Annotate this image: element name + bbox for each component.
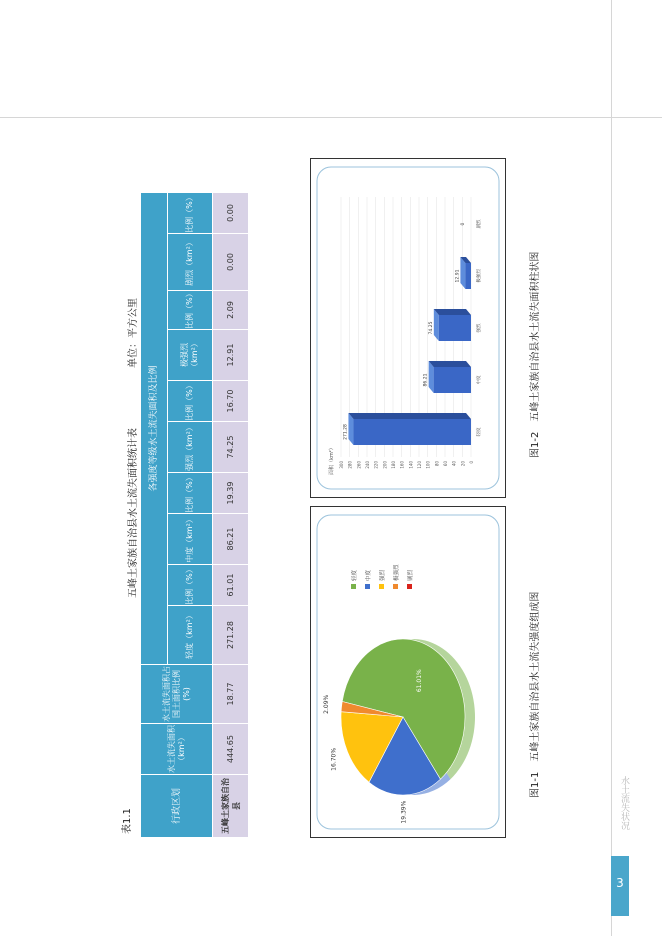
cell-ratio-total: 18.77 xyxy=(213,665,249,724)
header-area: 水土流失面积（km²） xyxy=(141,724,213,775)
cell-value: 12.91 xyxy=(213,330,249,381)
bar-data-label: 86.21 xyxy=(423,373,429,387)
bar-data-label: 74.25 xyxy=(428,321,434,335)
legend-label: 强烈 xyxy=(380,569,386,581)
bar xyxy=(465,263,471,289)
cell-value: 19.39 xyxy=(213,473,249,514)
cell-value: 61.01 xyxy=(213,565,249,606)
y-tick-label: 300 xyxy=(339,461,344,469)
pie-data-label: 16.70% xyxy=(330,747,338,771)
header-pct: 比例（%） xyxy=(168,473,213,514)
pie-data-label: 61.01% xyxy=(416,669,424,693)
bar-chart xyxy=(311,159,505,497)
y-tick-label: 140 xyxy=(408,461,414,469)
header-pct: 比例（%） xyxy=(168,193,213,234)
cell-value: 0.00 xyxy=(213,193,249,234)
erosion-table xyxy=(140,192,249,838)
cell-value: 2.09 xyxy=(213,291,249,330)
x-tick-label: 极强烈 xyxy=(477,269,482,283)
y-tick-label: 60 xyxy=(443,461,448,467)
pie-chart xyxy=(311,507,505,837)
legend-label: 轻度 xyxy=(352,569,358,581)
y-tick-label: 160 xyxy=(399,461,405,469)
page-number: 3 xyxy=(616,876,624,890)
header-pct: 比例（%） xyxy=(168,565,213,606)
y-tick-label: 20 xyxy=(460,461,466,467)
table-row xyxy=(213,193,249,838)
y-tick-label: 100 xyxy=(425,461,431,469)
y-tick-label: 280 xyxy=(347,461,353,469)
y-tick-label: 200 xyxy=(382,461,388,469)
table-title: 五峰土家族自治县水土流失面积统计表 xyxy=(128,428,139,598)
bar xyxy=(434,367,471,393)
legend-swatch xyxy=(351,584,356,589)
rotated-content xyxy=(100,138,600,838)
cell-value: 0.00 xyxy=(213,234,249,291)
bar-side xyxy=(434,309,471,315)
header-pct: 比例（%） xyxy=(168,381,213,422)
header-region: 行政区划 xyxy=(141,775,213,838)
cell-value: 74.25 xyxy=(213,422,249,473)
pie-figure xyxy=(310,506,506,838)
header-level: 强烈（km²） xyxy=(168,422,213,473)
cell-value: 16.70 xyxy=(213,381,249,422)
legend-swatch xyxy=(393,584,398,589)
header-ratio-total: 水土流失面积占国土面积比例(%) xyxy=(141,665,213,724)
cell-area: 444.65 xyxy=(213,724,249,775)
table-unit: 单位：平方公里 xyxy=(128,298,139,368)
table-number: 表1.1 xyxy=(122,808,133,834)
y-tick-label: 120 xyxy=(417,461,422,469)
y-axis-label: 面积（km²） xyxy=(329,445,335,475)
header-group: 各强度等级水土流失面积及比例 xyxy=(141,193,168,665)
pie-caption: 图1-1 五峰土家族自治县水土流失强度组成图 xyxy=(530,591,541,798)
legend-swatch xyxy=(365,584,370,589)
chapter-label: 水土流失状况 xyxy=(619,776,629,830)
bar-data-label: 0 xyxy=(461,222,466,226)
bar-data-label: 271.28 xyxy=(343,424,349,440)
header-level: 剧烈（km²） xyxy=(168,234,213,291)
header-level: 极强烈（km²） xyxy=(168,330,213,381)
legend-swatch xyxy=(407,584,412,589)
x-tick-label: 强烈 xyxy=(477,323,482,333)
pie-data-label: 19.39% xyxy=(400,800,408,824)
header-pct: 比例（%） xyxy=(168,291,213,330)
y-tick-label: 240 xyxy=(365,461,370,469)
bar xyxy=(439,315,471,341)
cell-region: 五峰土家族自治县 xyxy=(213,775,249,838)
cell-value: 86.21 xyxy=(213,514,249,565)
legend-swatch xyxy=(379,584,384,589)
header-divider xyxy=(0,117,662,118)
bar-side xyxy=(429,361,471,367)
cell-value: 271.28 xyxy=(213,606,249,665)
y-tick-label: 260 xyxy=(356,461,362,469)
legend-label: 中度 xyxy=(366,569,372,581)
x-tick-label: 中度 xyxy=(477,375,482,385)
bar-caption: 图1-2 五峰土家族自治县水土流失面积柱状图 xyxy=(530,251,541,458)
header-level: 轻度（km²） xyxy=(168,606,213,665)
bar-data-label: 12.91 xyxy=(455,269,461,283)
header-level: 中度（km²） xyxy=(168,514,213,565)
y-tick-label: 0 xyxy=(469,461,474,464)
y-tick-label: 220 xyxy=(373,461,379,469)
pie-data-label: 2.09% xyxy=(323,694,331,714)
bar-figure xyxy=(310,158,506,498)
x-tick-label: 轻度 xyxy=(477,427,482,437)
legend-label: 极强烈 xyxy=(394,564,400,581)
legend-label: 剧烈 xyxy=(408,569,414,581)
y-tick-label: 180 xyxy=(391,461,396,469)
x-tick-label: 剧烈 xyxy=(477,219,482,229)
bar-side xyxy=(348,413,471,419)
y-tick-label: 80 xyxy=(434,461,440,467)
bar xyxy=(353,419,471,445)
y-tick-label: 40 xyxy=(451,461,457,467)
